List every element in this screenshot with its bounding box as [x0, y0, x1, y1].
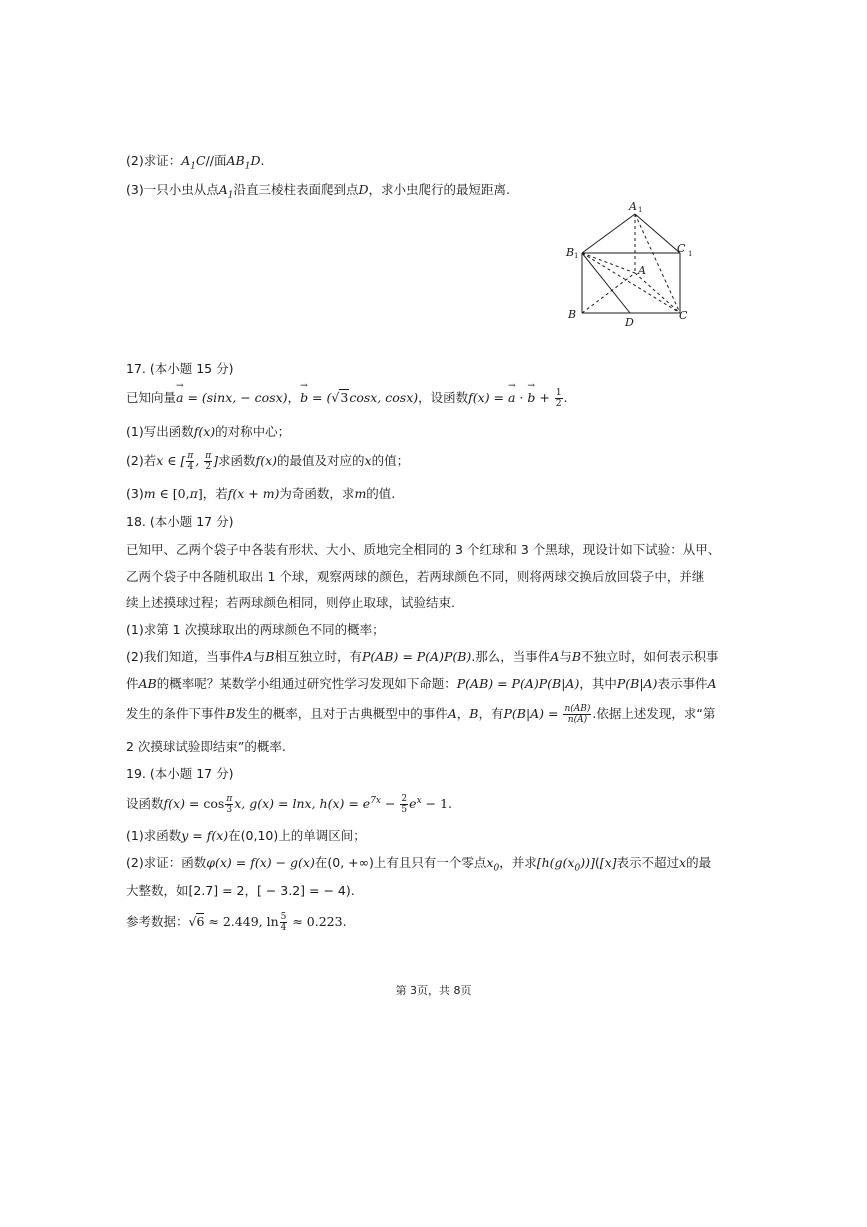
label-c1: C: [677, 242, 686, 255]
text: .那么，当事件: [471, 649, 551, 664]
q16-part3: (3)一只小虫从点$A_1$沿直三棱柱表面爬到点D，求小虫爬行的最短距离.: [126, 182, 511, 201]
text: (2)求证：函数: [126, 855, 207, 870]
q17-part3: (3)m ∈ [0,π]，若f(x + m)为奇函数，求m的值.: [126, 486, 396, 501]
text: 的最值及对应的: [277, 453, 365, 468]
text: 件: [126, 676, 139, 691]
text: 设函数: [126, 796, 164, 811]
q18-part1: (1)求第 1 次摸球取出的两球颜色不同的概率；: [126, 622, 385, 637]
q19-reference: 参考数据：√6 ≈ 2.449, ln $\frac{5}{4}$ ≈ 0.223.: [126, 912, 347, 933]
label-b1-sub: 1: [574, 252, 579, 260]
text: 在(0, +∞)上有且只有一个零点: [314, 855, 487, 870]
text: (2)我们知道，当事件: [126, 649, 244, 664]
text: ，并求: [499, 855, 537, 870]
text: 表示事件: [657, 676, 708, 691]
q19-part2-line2: 大整数，如[2.7] = 2，[ − 3.2] = − 4).: [126, 883, 355, 898]
q17-part2: (2)若x ∈ [ $\frac{\pi}{4}$ , $\frac{\pi}{2}$ ]求函数f(x)的最值及对应的x的值；: [126, 451, 410, 472]
edge-a1b1: [582, 214, 635, 253]
q17-header: 17. (本小题 15 分): [126, 361, 234, 376]
text: 参考数据：: [126, 914, 189, 929]
text: 的对称中心；: [215, 424, 291, 439]
text: (3)一只小虫从点: [126, 182, 219, 197]
page-footer: 第 3页，共 8页: [395, 984, 472, 997]
text: 为奇函数，求: [279, 486, 355, 501]
text: 的值；: [371, 453, 410, 468]
text: ，设函数: [418, 390, 469, 405]
text: 表示不超过: [616, 855, 680, 870]
text: 沿直三棱柱表面爬到点: [233, 182, 359, 197]
q16-part2: (2)求证：$A_1C//$面$AB_1D$.: [126, 153, 265, 172]
edge-ab-dashed: [582, 273, 635, 313]
q17-intro: 已知向量→ a = (sinx, − cosx)，→ b = (√3cosx, cosx)，设函数f(x) = → a · → b + $\frac{1}{2}$ .: [126, 388, 568, 409]
text: 与: [252, 649, 266, 664]
text: 在(0,10)上的单调区间；: [228, 828, 366, 843]
label-a: A: [638, 264, 646, 277]
label-b: B: [568, 308, 577, 321]
q18-part2-line4: 2 次摸球试验即结束”的概率.: [126, 739, 286, 754]
text: 面: [214, 153, 227, 168]
label-a1: A: [629, 200, 637, 213]
text: ，求小虫爬行的最短距离.: [368, 182, 511, 197]
q19-part1: (1)求函数y = f(x)在(0,10)上的单调区间；: [126, 828, 366, 843]
text: (2)求证：: [126, 153, 182, 168]
q18-part2-line1: (2)我们知道，当事件A与B相互独立时，有P(AB) = P(A)P(B).那么，当事件A与B不独立时，如何表示积事: [126, 649, 719, 664]
text: ，: [287, 390, 301, 405]
text: (2)若: [126, 453, 157, 468]
q18-part2-line2: 件AB的概率呢？某数学小组通过研究性学习发现如下命题：P(AB) = P(A)P(B|A)，其中P(B|A)表示事件A: [126, 676, 717, 691]
label-d: D: [625, 316, 634, 329]
q17-part1: (1)写出函数f(x)的对称中心；: [126, 424, 291, 439]
text: ，若: [202, 486, 228, 501]
text: 的值.: [366, 486, 396, 501]
q18-header: 18. (本小题 17 分): [126, 514, 234, 529]
text: ，其中: [579, 676, 617, 691]
edge-ac-dashed: [635, 273, 680, 313]
edge-a1c1: [635, 214, 680, 253]
text: 发生的条件下事件: [126, 706, 227, 721]
q19-intro: 设函数f(x) = cos $\frac{\pi}{3}$ x, g(x) = lnx, $h(x) = e^{7x}$ − $\frac{2}{5}$ $e^x - 1$.: [126, 794, 452, 815]
q18-part2-line3: 发生的条件下事件B发生的概率，且对于古典概型中的事件A，B，有P(B|A) = $\frac{n(AB)}{n(A)}$ .依据上述发现，求“第: [126, 704, 716, 725]
text: .依据上述发现，求“第: [592, 706, 716, 721]
label-a1-sub: 1: [638, 206, 643, 214]
text: ，有: [478, 706, 504, 721]
text: 发生的概率，且对于古典概型中的事件: [235, 706, 448, 721]
prism-figure: [560, 200, 700, 330]
text: 求函数: [218, 453, 256, 468]
text: 的概率呢？某数学小组通过研究性学习发现如下命题：: [156, 676, 457, 691]
text: (1)写出函数: [126, 424, 194, 439]
q18-para-line3: 续上述摸球过程；若两球颜色相同，则停止取球，试验结束.: [126, 595, 455, 610]
text: 已知向量: [126, 390, 177, 405]
text: 的最: [686, 855, 712, 870]
q19-part2-line1: (2)求证：函数φ(x) = f(x) − g(x)在(0, +∞)上有且只有一个零点$x_0$，并求$[h(g(x_0))]([x]$表示不超过x的最: [126, 855, 712, 874]
text: (1)求函数: [126, 828, 182, 843]
text: 相互独立时，有: [274, 649, 362, 664]
q19-header: 19. (本小题 17 分): [126, 766, 234, 781]
edge-b1c-dashed: [582, 253, 680, 313]
label-c: C: [679, 309, 688, 322]
q18-para-line1: 已知甲、乙两个袋子中各装有形状、大小、质地完全相同的 3 个红球和 3 个黑球，现设计如下试验：从甲、: [126, 542, 721, 557]
text: (3): [126, 486, 144, 501]
q18-para-line2: 乙两个袋子中各随机取出 1 个球，观察两球的颜色，若两球颜色不同，则将两球交换后放回袋子中，并继: [126, 569, 705, 584]
text: 不独立时，如何表示积事: [581, 649, 719, 664]
label-c1-sub: 1: [688, 250, 693, 258]
label-b1: B: [566, 246, 575, 259]
